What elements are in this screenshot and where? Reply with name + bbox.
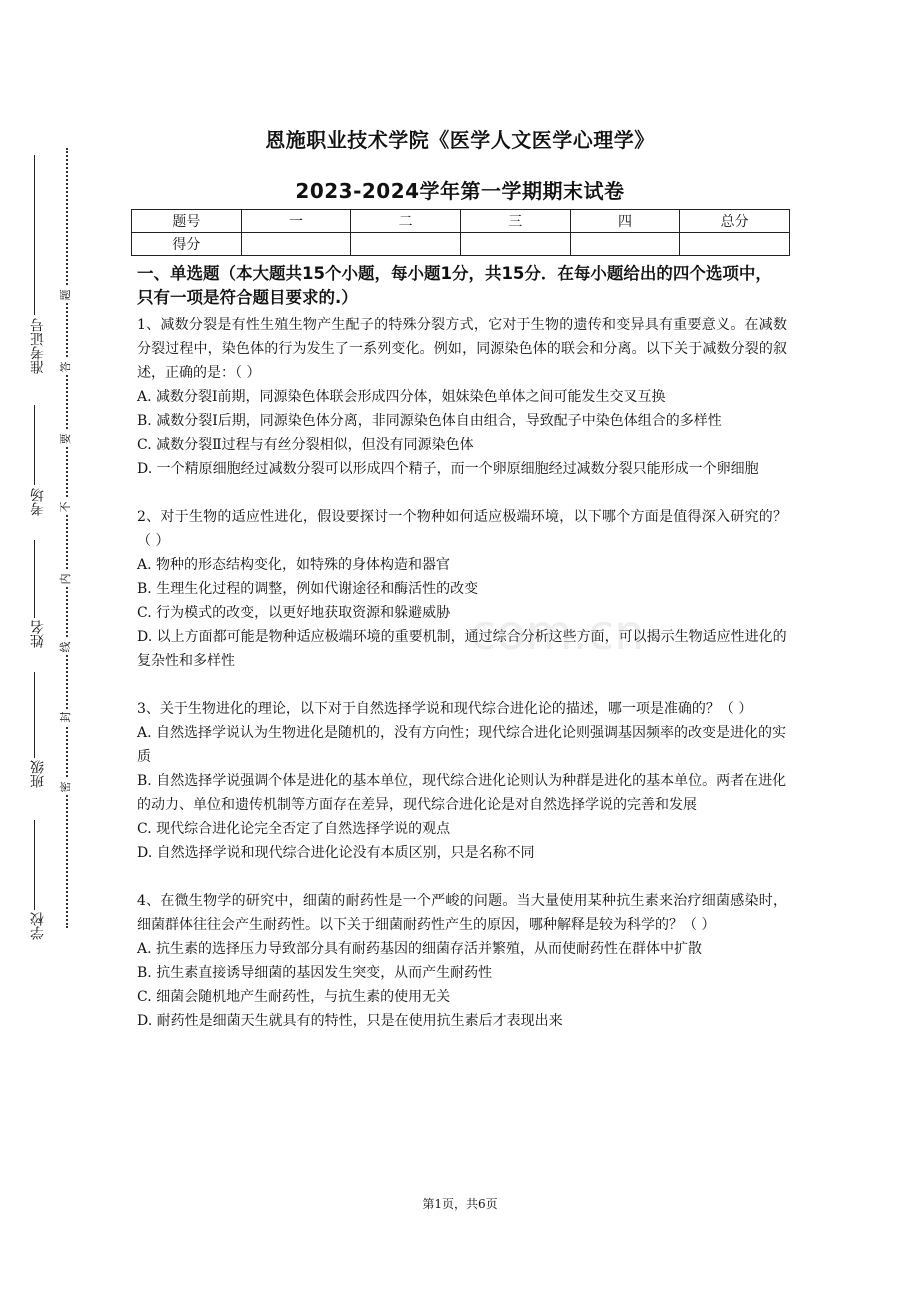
- name-label: 姓名: [30, 620, 46, 648]
- page-footer: 第1页，共6页: [422, 1197, 498, 1211]
- section-title: 一、单选题（本大题共15个小题，每小题1分，共15分．在每小题给出的四个选项中，只有一项是符合题目要求的.）: [137, 264, 772, 307]
- exam-title-line2: 2023-2024学年第一学期期末试卷: [295, 179, 625, 203]
- question-3: [137, 697, 787, 865]
- score-table-header-row: [132, 210, 790, 233]
- seal-char: 要: [59, 431, 73, 447]
- question-stem: 3、关于生物进化的理论，以下对于自然选择学说和现代综合进化论的描述，哪一项是准确的？（ ）: [137, 701, 753, 717]
- exam-content: [137, 262, 787, 1057]
- option-d: D. 自然选择学说和现代综合进化论没有本质区别，只是名称不同: [137, 845, 535, 861]
- score-table-cell: 三: [460, 210, 570, 233]
- score-table: [131, 209, 790, 256]
- exam-room-label: 考场: [30, 488, 46, 516]
- exam-id-label: 准考证号: [30, 318, 46, 374]
- seal-char: 封: [59, 709, 73, 725]
- option-b: B. 生理生化过程的调整，例如代谢途径和酶活性的改变: [137, 581, 479, 597]
- score-table-cell: 二: [351, 210, 461, 233]
- seal-char: 线: [59, 639, 73, 655]
- seal-char: 题: [59, 287, 73, 303]
- seal-dotted-line: [66, 148, 68, 928]
- question-stem: 2、对于生物的适应性进化，假设要探讨一个物种如何适应极端环境，以下哪个方面是值得深入研究的？（ ）: [137, 509, 787, 549]
- score-table-cell: 总分: [680, 210, 790, 233]
- exam-title-line1: 恩施职业技术学院《医学人文医学心理学》: [265, 128, 655, 152]
- name-line: [34, 540, 35, 618]
- option-d: D. 一个精原细胞经过减数分裂可以形成四个精子，而一个卵原细胞经过减数分裂只能形成一个卵细胞: [137, 461, 759, 477]
- score-table-cell: 一: [241, 210, 351, 233]
- class-line: [34, 672, 35, 758]
- question-stem: 4、在微生物学的研究中，细菌的耐药性是一个严峻的问题。当大量使用某种抗生素来治疗细菌感染时，细菌群体往往会产生耐药性。以下关于细菌耐药性产生的原因，哪种解释是较为科学的？（ ）: [137, 893, 787, 933]
- question-4: [137, 889, 787, 1033]
- question-2: [137, 505, 787, 673]
- seal-char: 密: [59, 779, 73, 795]
- exam-id-line: [34, 155, 35, 315]
- option-c: C. 行为模式的改变，以更好地获取资源和躲避威胁: [137, 605, 451, 621]
- score-entry-cell[interactable]: [351, 233, 461, 256]
- option-a: A. 自然选择学说认为生物进化是随机的，没有方向性；现代综合进化论则强调基因频率的改变是进化的实质: [137, 725, 787, 765]
- option-b: B. 减数分裂Ⅰ后期，同源染色体分离，非同源染色体自由组合，导致配子中染色体组合的多样性: [137, 413, 722, 429]
- option-d: D. 以上方面都可能是物种适应极端环境的重要机制，通过综合分析这些方面，可以揭示生物适应性进化的复杂性和多样性: [137, 629, 787, 669]
- option-b: B. 抗生素直接诱导细菌的基因发生突变，从而产生耐药性: [137, 965, 493, 981]
- option-d: D. 耐药性是细菌天生就具有的特性，只是在使用抗生素后才表现出来: [137, 1013, 563, 1029]
- score-row-label: 得分: [132, 233, 242, 256]
- option-c: C. 细菌会随机地产生耐药性，与抗生素的使用无关: [137, 989, 451, 1005]
- score-entry-cell[interactable]: [241, 233, 351, 256]
- school-line: [34, 820, 35, 910]
- seal-char: 不: [59, 499, 73, 515]
- score-table-score-row: [132, 233, 790, 256]
- seal-char: 答: [59, 359, 73, 375]
- option-a: A. 物种的形态结构变化，如特殊的身体构造和器官: [137, 557, 451, 573]
- watermark: com.cn: [470, 605, 645, 661]
- score-table-cell: 题号: [132, 210, 242, 233]
- seal-char: 内: [59, 571, 73, 587]
- score-table-cell: 四: [570, 210, 680, 233]
- option-a: A. 减数分裂Ⅰ前期，同源染色体联会形成四分体，姐妹染色单体之间可能发生交叉互换: [137, 389, 666, 405]
- exam-room-line: [34, 405, 35, 485]
- option-c: C. 现代综合进化论完全否定了自然选择学说的观点: [137, 821, 451, 837]
- score-entry-cell[interactable]: [460, 233, 570, 256]
- score-entry-cell[interactable]: [570, 233, 680, 256]
- class-label: 班级: [30, 760, 46, 788]
- school-label: 学校: [30, 912, 46, 940]
- score-entry-cell[interactable]: [680, 233, 790, 256]
- option-b: B. 自然选择学说强调个体是进化的基本单位，现代综合进化论则认为种群是进化的基本单位。两者在进化的动力、单位和遗传机制等方面存在差异，现代综合进化论是对自然选择学说的完善和发展: [137, 773, 787, 813]
- question-1: [137, 313, 787, 481]
- option-a: A. 抗生素的选择压力导致部分具有耐药基因的细菌存活并繁殖，从而使耐药性在群体中扩散: [137, 941, 703, 957]
- question-stem: 1、减数分裂是有性生殖生物产生配子的特殊分裂方式，它对于生物的遗传和变异具有重要意义。在减数分裂过程中，染色体的行为发生了一系列变化。例如，同源染色体的联会和分离。以下关于减数分裂的叙述，正确的是：（ ）: [137, 317, 787, 381]
- option-c: C. 减数分裂Ⅱ过程与有丝分裂相似，但没有同源染色体: [137, 437, 474, 453]
